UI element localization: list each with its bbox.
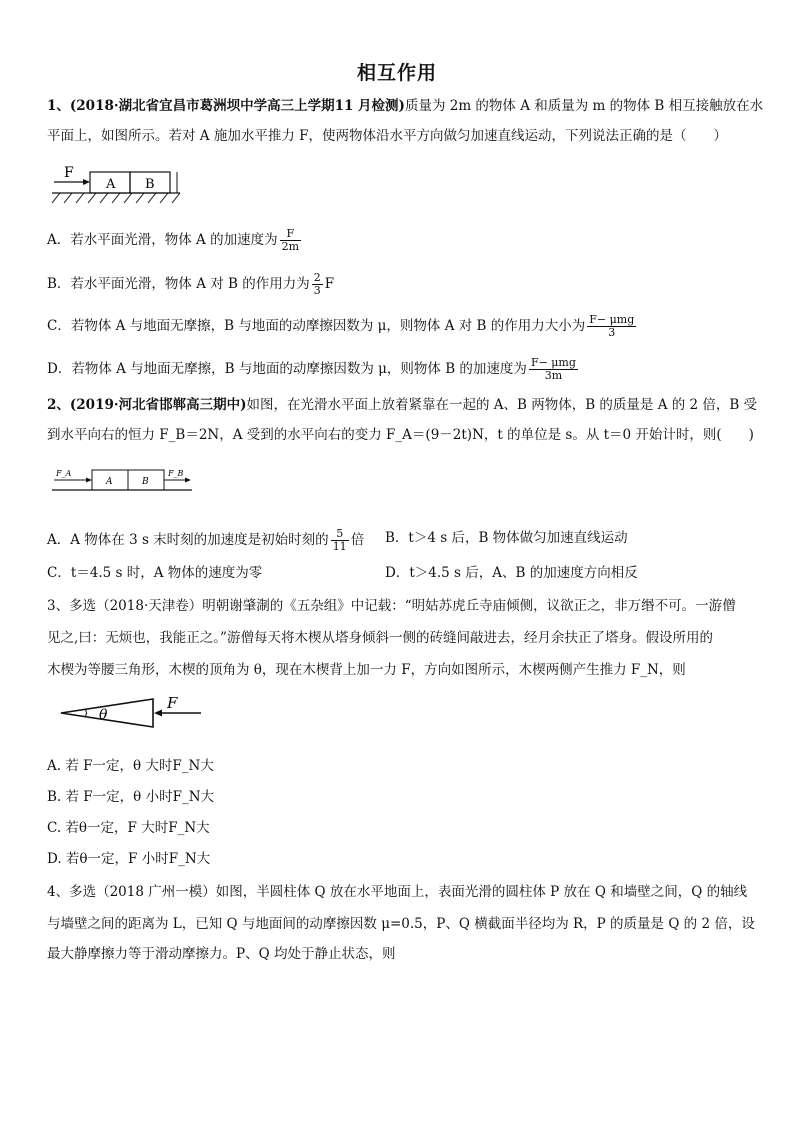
q3-option-a: A. 若 F一定，θ 大时F_N大 [47, 758, 214, 774]
q3-angle-label: θ [99, 707, 108, 723]
q1-block-a-label: A [106, 177, 116, 192]
q3-option-b: B. 若 F一定，θ 小时F_N大 [47, 789, 215, 805]
q2-fa-arrowhead [86, 478, 92, 483]
q1-option-a-fraction: $\frac{F}{2m}$ [281, 227, 300, 253]
q3-line3: 木楔为等腰三角形，木楔的顶角为 θ，现在木楔背上加一力 F，方向如图所示，木楔两侧产生推力 F_N，则 [47, 662, 686, 678]
q1-force-label: F [64, 165, 74, 181]
q2-line1 [47, 395, 758, 415]
q1-line2: 平面上，如图所示。若对 A 施加水平推力 F，使两物体沿水平方向做匀加速直线运动，下列说法正确的是（ ） [47, 128, 727, 144]
q2-option-c: C．t＝4.5 s 时，A 物体的速度为零 [47, 565, 263, 581]
q3-line2: 见之,曰：无烦也，我能正之。”游僧每天将木楔从塔身倾斜一侧的砖缝间敲进去，经月余扶正了塔身。假设所用的 [47, 630, 713, 646]
q1-stem-1: 质量为 2m 的物体 A 和质量为 m 的物体 B 相互接触放在水 [404, 98, 764, 114]
q2-stem-1: 如图，在光滑水平面上放着紧靠在一起的 A、B 两物体，B 的质量是 A 的 2 倍，B 受 [246, 397, 758, 413]
q2-option-a-text: A．A 物体在 3 s 末时刻的加速度是初始时刻的 [47, 532, 329, 548]
q3-figure [55, 693, 205, 735]
q1-option-c [47, 314, 638, 339]
q1-block-b-label: B [145, 177, 155, 192]
q2-option-a-fraction: $\frac{5}{11}$ [332, 527, 347, 553]
q1-option-b-text: B．若水平面光滑，物体 A 对 B 的作用力为 [47, 276, 310, 292]
q4-stem-1: 多选（2018 广州一模）如图，半圆柱体 Q 放在水平地面上，表面光滑的圆柱体 P 放在 Q 和墙壁之间，Q 的轴线 [69, 884, 748, 900]
q1-option-a [47, 228, 303, 253]
q3-force-label: F [167, 694, 178, 712]
q1-option-a-text: A．若水平面光滑，物体 A 的加速度为 [47, 232, 278, 248]
q1-ground-hatch [52, 193, 180, 203]
q1-line1 [47, 96, 764, 116]
q1-source: (2018·湖北省宜昌市葛洲坝中学高三上学期11 月检测) [69, 98, 405, 114]
q2-fb-label: F_B [168, 469, 184, 478]
q2-block-a-label: A [106, 477, 113, 487]
q2-option-d: D．t＞4.5 s 后，A、B 的加速度方向相反 [385, 565, 638, 581]
q2-fa-label: F_A [56, 469, 72, 478]
q4-number: 4、 [47, 884, 70, 900]
q1-force-arrowhead [83, 179, 90, 185]
q3-line1 [47, 596, 752, 616]
q4-line3: 最大静摩擦力等于滑动摩擦力。P、Q 均处于静止状态，则 [47, 946, 396, 962]
q2-option-a: A．A 物体在 3 s 末时刻的加速度是初始时刻的 $\frac{5}{11}$ 倍 [47, 527, 365, 553]
q3-stem-1: 多选（2018·天津卷）明朝谢肇淛的《五杂组》中记载：“明姑苏虎丘寺庙倾侧，议欲正之，非万缗不可。一游僧 [69, 598, 736, 614]
q1-option-c-fraction: $\frac{\text{F− μmg}}{3}$ [589, 313, 635, 339]
q2-line2: 到水平向右的恒力 F_B＝2N，A 受到的水平向右的变力 F_A＝(9－2t)N，t 的单位是 s。从 t＝0 开始计时，则( ) [47, 427, 754, 443]
q4-line2: 与墙壁之间的距离为 L，已知 Q 与地面间的动摩擦因数 μ=0.5，P、Q 横截面半径均为 R，P 的质量是 Q 的 2 倍，设 [47, 916, 755, 932]
q4-line1 [47, 882, 752, 902]
q2-figure [52, 462, 194, 500]
q2-source: (2019·河北省邯郸高三期中) [69, 397, 247, 413]
q1-option-b: B．若水平面光滑，物体 A 对 B 的作用力为 $\frac{2}{3}$ F [47, 271, 335, 297]
q2-block-b-label: B [142, 477, 149, 487]
q3-number: 3、 [47, 598, 70, 614]
q2-number: 2、 [47, 397, 70, 413]
q1-option-b-fraction: $\frac{2}{3}$ [313, 271, 321, 297]
q3-option-c: C. 若θ一定，F 大时F_N大 [47, 820, 210, 836]
q2-option-b: B．t＞4 s 后，B 物体做匀加速直线运动 [385, 530, 628, 546]
q1-option-c-text: C．若物体 A 与地面无摩擦，B 与地面的动摩擦因数为 μ，则物体 A 对 B 的作用力大小为 [47, 318, 586, 334]
q2-fb-arrowhead [185, 478, 191, 483]
q3-angle-arc [85, 709, 87, 716]
q1-option-d [47, 357, 580, 382]
q1-figure [50, 163, 190, 209]
q1-option-d-text: D．若物体 A 与地面无摩擦，B 与地面的动摩擦因数为 μ，则物体 B 的加速度为 [47, 361, 527, 377]
q3-option-d: D. 若θ一定，F 小时F_N大 [47, 851, 211, 867]
q1-option-d-fraction: $\frac{\text{F− μmg}}{3m}$ [530, 356, 576, 382]
page-title: 相互作用 [356, 62, 437, 84]
q1-number: 1、 [47, 98, 70, 114]
q3-force-arrowhead [154, 710, 162, 717]
